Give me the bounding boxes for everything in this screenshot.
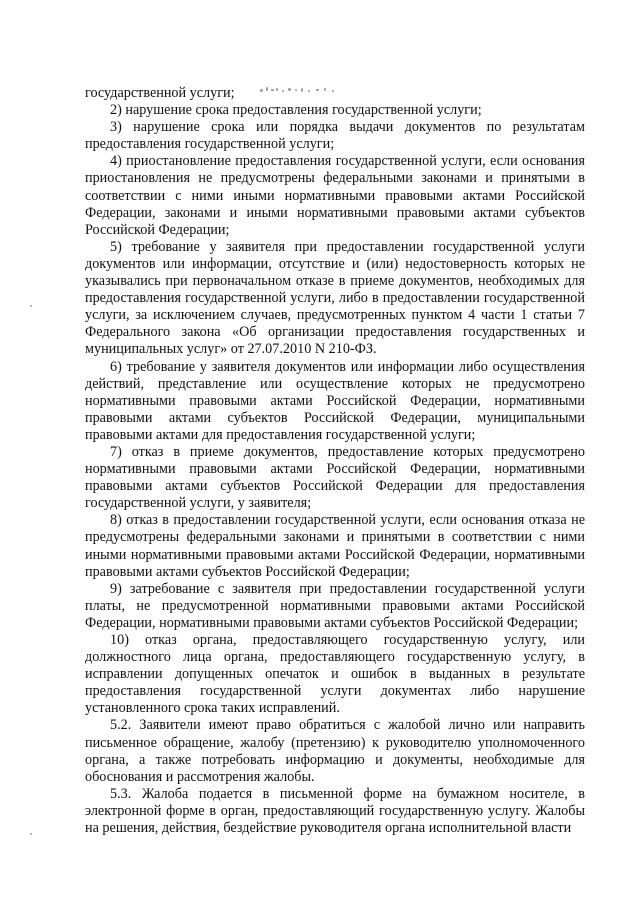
- paragraph-section-5-3: 5.3. Жалоба подается в письменной форме на бумажном носителе, в электронной форме в орган, предоставляющий государственную услугу. Жалобы на решения, действия, бездействие руководителя органа исполнительной власти: [85, 785, 585, 837]
- paragraph-item-5: 5) требование у заявителя при предоставлении государственной услуги документов или информации, отсутствие и (или) недостоверность которых не указывались при первоначальном отказе в приеме документов, необходимых для предоставления государственной услуги, либо в предоставлении государственной услуги, за исключением случаев, предусмотренных пунктом 4 части 1 статьи 7 Федерального закона «Об организации предоставления государственных и муниципальных услуг» от 27.07.2010 N 210-ФЗ.: [85, 238, 585, 358]
- paragraph-item-8: 8) отказ в предоставлении государственной услуги, если основания отказа не предусмотрены федеральными законами и принятыми в соответствии с ними иными нормативными правовыми актами Российской Федерации, нормативными правовыми актами субъектов Российской Федерации;: [85, 512, 585, 580]
- paragraph-item-10: 10) отказ органа, предоставляющего государственную услугу, или должностного лица органа, предоставляющего государственную услугу, в исправлении допущенных опечаток и ошибок в выданных в результате предоставления государственной услуги документах либо нарушение установленного срока таких исправлений.: [85, 632, 585, 717]
- paragraph-item-9: 9) затребование с заявителя при предоставлении государственной услуги платы, не предусмотренной нормативными правовыми актами Российской Федерации, нормативными правовыми актами субъектов Российской Федерации;: [85, 580, 585, 631]
- scan-speck: [30, 833, 32, 835]
- paragraph-continuation: государственной услуги;: [85, 85, 235, 101]
- paragraph-item-2: 2) нарушение срока предоставления государственной услуги;: [110, 102, 482, 119]
- paragraph-item-7: 7) отказ в приеме документов, предоставление которых предусмотрено нормативными правовыми актами Российской Федерации, нормативными правовыми актами субъектов Российской Федерации для предоставления государственной услуги, у заявителя;: [85, 443, 585, 512]
- paragraph-item-3: 3) нарушение срока или порядка выдачи документов по результатам предоставления государственной услуги;: [85, 119, 585, 153]
- paragraph-item-6: 6) требование у заявителя документов или информации либо осуществления действий, представление или осуществление которых не предусмотрено нормативными правовыми актами Российской Федерации, нормативными правовыми актами субъектов Российской Федерации, муниципальными правовыми актами для предоставления государственной услуги;: [85, 358, 585, 443]
- scan-speck: [30, 305, 32, 307]
- paragraph-item-4: 4) приостановление предоставления государственной услуги, если основания приостановления не предусмотрены федеральными законами и принятыми в соответствии с ними иными нормативными правовыми актами Российской Федерации, законами и иными нормативными правовыми актами субъектов Российской Федерации;: [85, 153, 585, 238]
- paragraph-section-5-2: 5.2. Заявители имеют право обратиться с жалобой лично или направить письменное обращение, жалобу (претензию) к руководителю уполномоченного органа, а также потребовать информацию и документы, необходимые для обоснования и рассмотрения жалобы.: [85, 717, 585, 785]
- document-body: [85, 85, 585, 837]
